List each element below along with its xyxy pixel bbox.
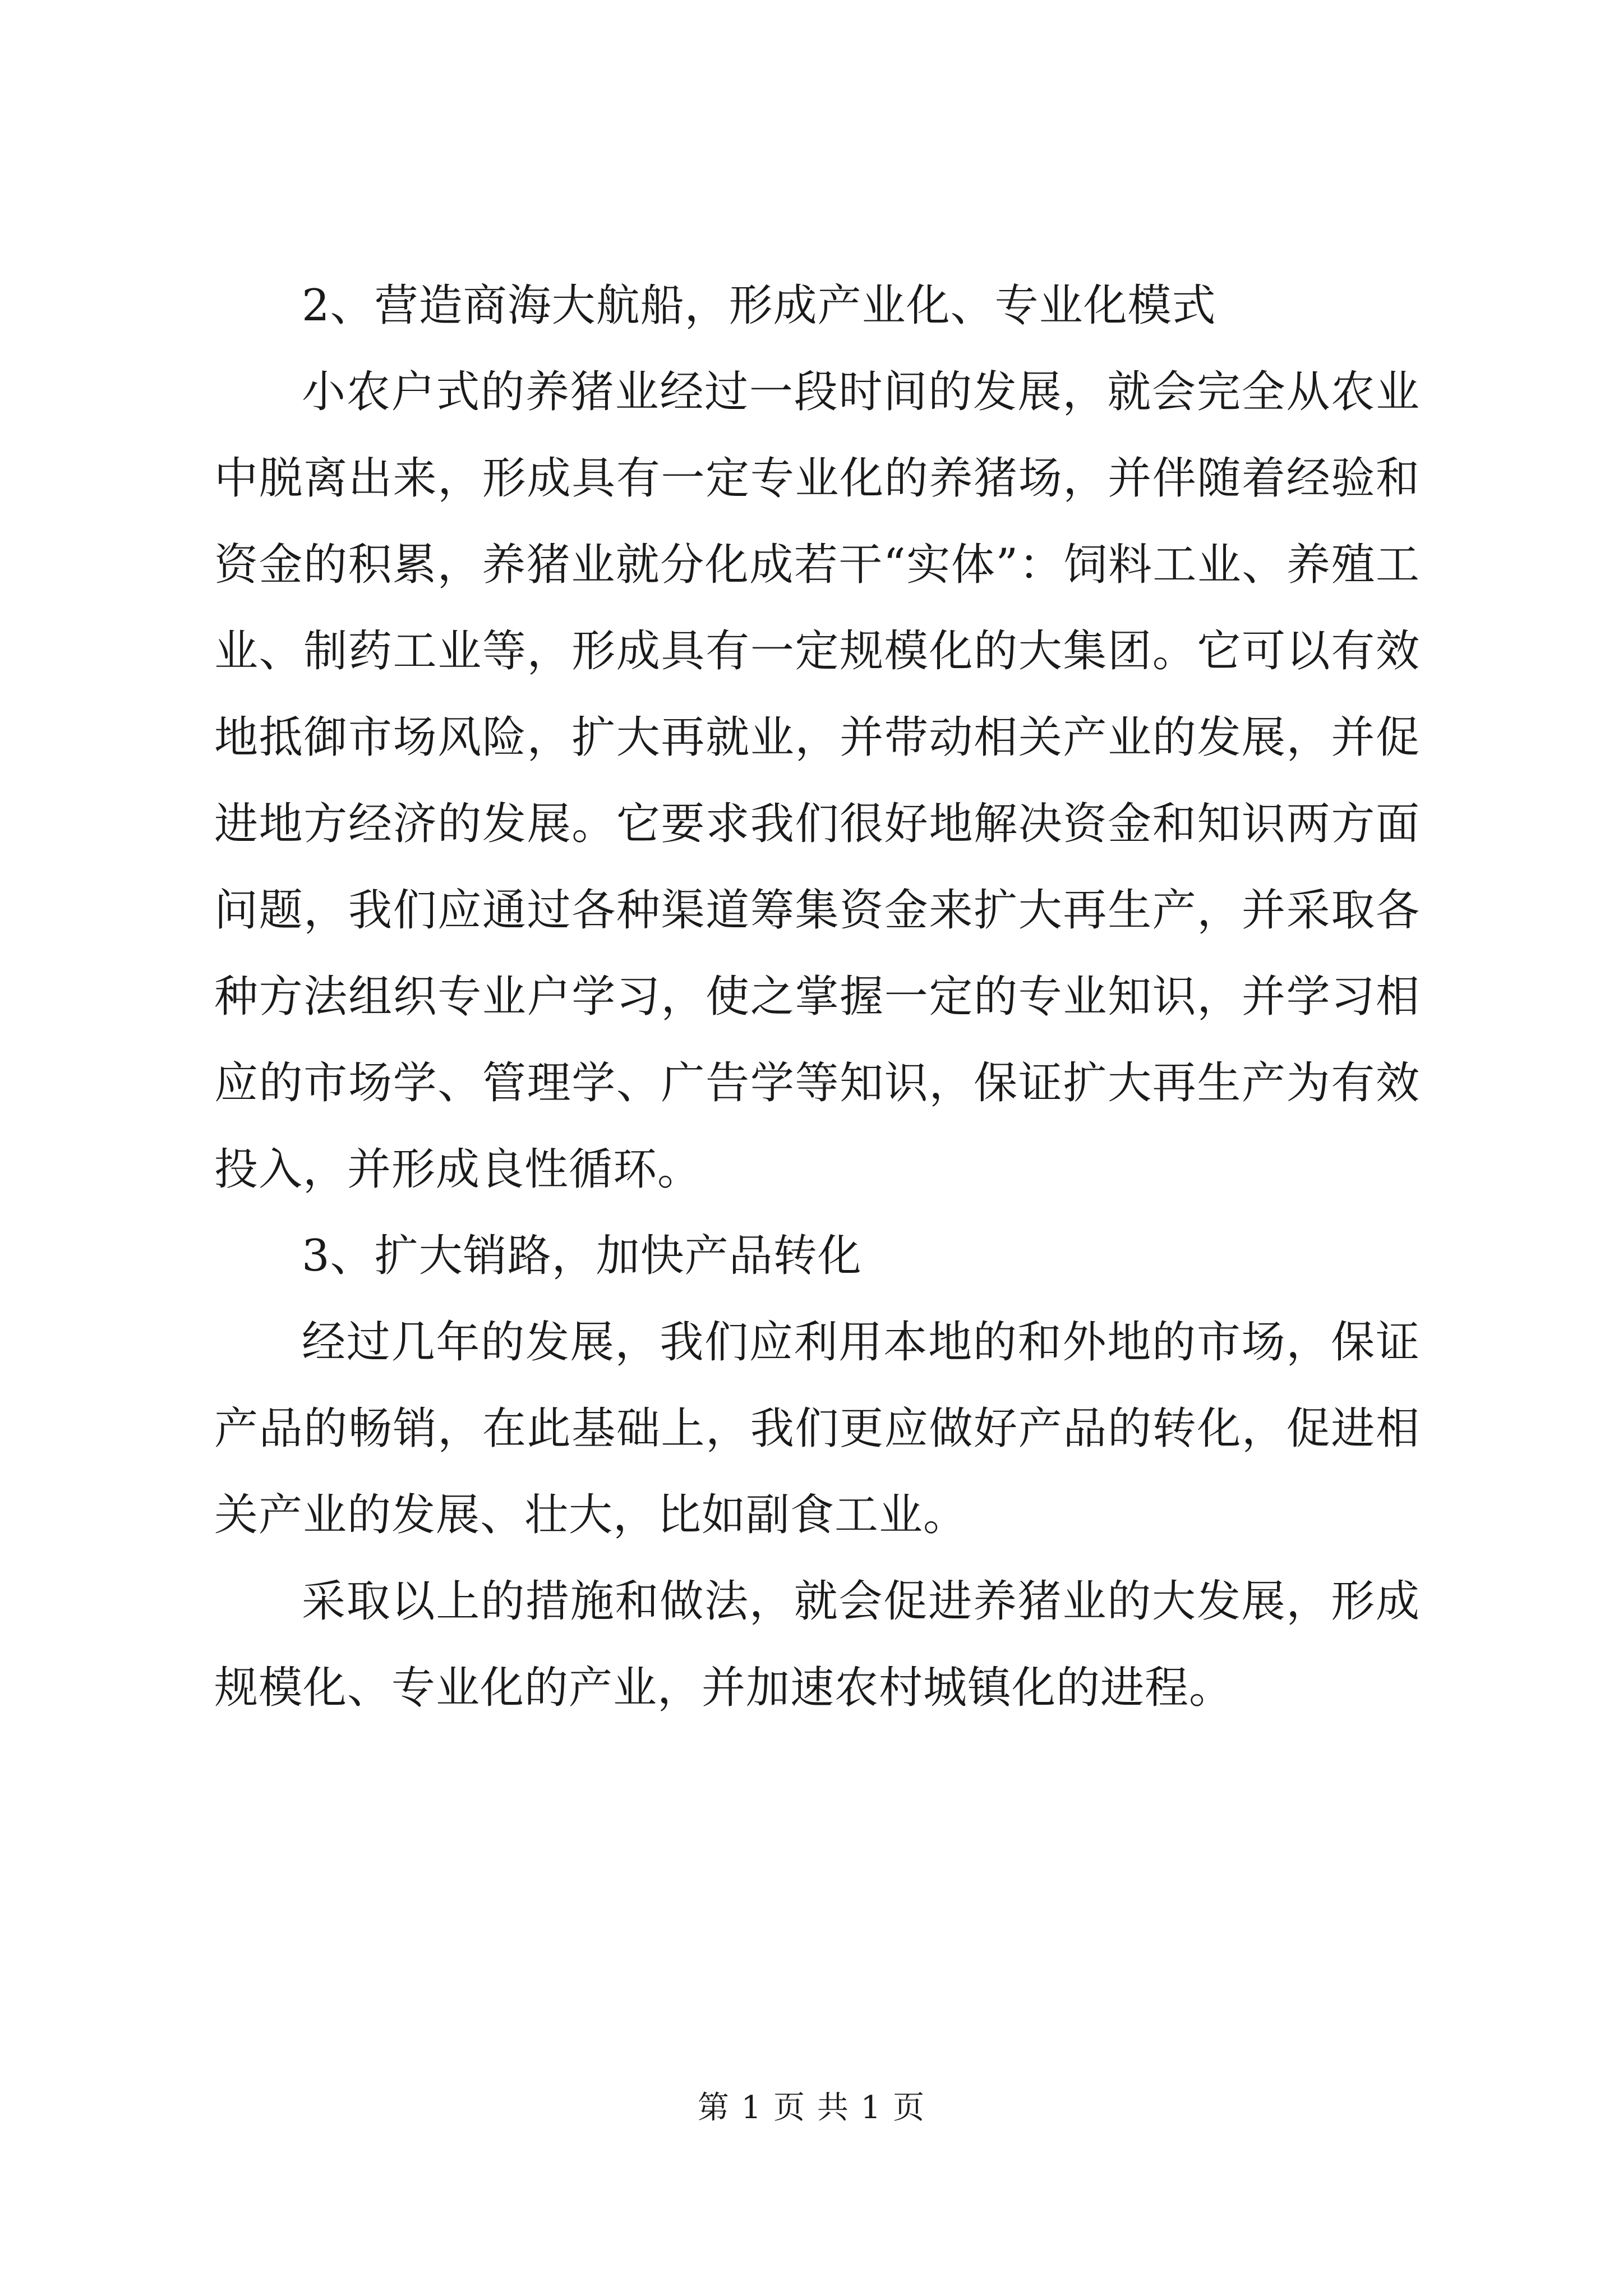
section-heading-2: 2、营造商海大航船，形成产业化、专业化模式: [302, 280, 1216, 331]
section-heading-3: 3、扩大销路，加快产品转化: [302, 1231, 862, 1281]
paragraph-conclusion: 采取以上的措施和做法，就会促进养猪业的大发展，形成规模化、专业化的产业，并加速农村城镇化的进程。: [214, 1576, 1420, 1713]
paragraph-industrialization: 小农户式的养猪业经过一段时间的发展，就会完全从农业中脱离出来，形成具有一定专业化的养猪场，并伴随着经验和资金的积累，养猪业就分化成若干“实体”：饲料工业、养殖工业、制药工业等，形成具有一定规模化的大集团。它可以有效地抵御市场风险，扩大再就业，并带动相关产业的发展，并促进地方经济的发展。它要求我们很好地解决资金和知识两方面问题，我们应通过各种渠道筹集资金来扩大再生产，并采取各种方法组织专业户学习，使之掌握一定的专业知识，并学习相应的市场学、管理学、广告学等知识，保证扩大再生产为有效投入，并形成良性循环。: [214, 367, 1420, 1195]
paragraph-sales: 经过几年的发展，我们应利用本地的和外地的市场，保证产品的畅销，在此基础上，我们更应做好产品的转化，促进相关产业的发展、壮大，比如副食工业。: [214, 1317, 1420, 1540]
document-body: [214, 263, 1420, 1731]
page-number-footer: 第 1 页 共 1 页: [697, 2090, 926, 2126]
